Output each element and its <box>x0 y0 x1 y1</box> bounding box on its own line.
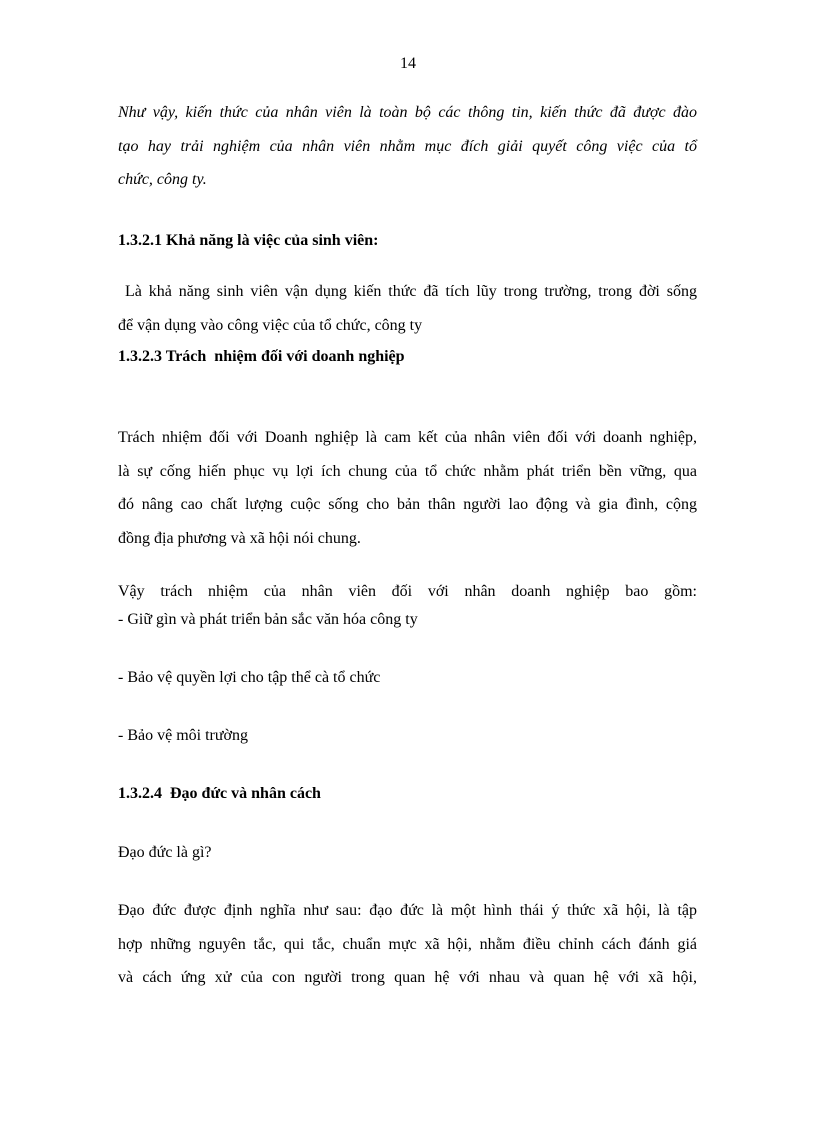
section-heading: 1.3.2.1 Khả năng là việc của sinh viên: <box>118 232 379 249</box>
list-item: - Bảo vệ môi trường <box>118 727 248 744</box>
paragraph-line: Trách nhiệm đối với Doanh nghiệp là cam kết của nhân viên đối với doanh nghiệp, <box>118 429 697 446</box>
list-item: - Giữ gìn và phát triển bản sắc văn hóa công ty <box>118 611 418 628</box>
intro-line: tạo hay trải nghiệm của nhân viên nhằm mục đích giải quyết công việc của tổ <box>118 137 697 155</box>
paragraph-line: Đạo đức được định nghĩa như sau: đạo đức là một hình thái ý thức xã hội, là tập <box>118 902 697 919</box>
question-line: Đạo đức là gì? <box>118 844 212 861</box>
paragraph-line: để vận dụng vào công việc của tổ chức, công ty <box>118 316 423 334</box>
section-3-paragraph <box>118 894 697 995</box>
section-2-paragraph <box>118 421 697 555</box>
section-1-paragraph <box>118 275 697 342</box>
paragraph-line: hợp những nguyên tắc, qui tắc, chuẩn mực xã hội, nhằm điều chỉnh cách đánh giá <box>118 935 697 953</box>
paragraph-line: và cách ứng xử của con người trong quan hệ với nhau và quan hệ với xã hội, <box>118 969 697 986</box>
paragraph-line: là sự cống hiến phục vụ lợi ích chung của tổ chức nhằm phát triển bền vững, qua <box>118 462 697 480</box>
intro-line: Như vậy, kiến thức của nhân viên là toàn bộ các thông tin, kiến thức đã được đào <box>118 104 697 121</box>
list-item: - Bảo vệ quyền lợi cho tập thể cà tổ chức <box>118 669 381 686</box>
page-number: 14 <box>400 55 416 72</box>
section-heading: 1.3.2.4 Đạo đức và nhân cách <box>118 785 321 802</box>
intro-line: chức, công ty. <box>118 171 207 188</box>
paragraph-line: đó nâng cao chất lượng cuộc sống cho bản thân người lao động và gia đình, cộng <box>118 496 697 513</box>
section-heading: 1.3.2.3 Trách nhiệm đối với doanh nghiệp <box>118 348 405 365</box>
paragraph-line: Là khả năng sinh viên vận dụng kiến thức đã tích lũy trong trường, trong đời sống <box>118 283 698 300</box>
intro-paragraph <box>118 96 697 197</box>
list-intro: Vậy trách nhiệm của nhân viên đối với nhân doanh nghiệp bao gồm: <box>118 583 697 600</box>
paragraph-line: đồng địa phương và xã hội nói chung. <box>118 529 361 547</box>
